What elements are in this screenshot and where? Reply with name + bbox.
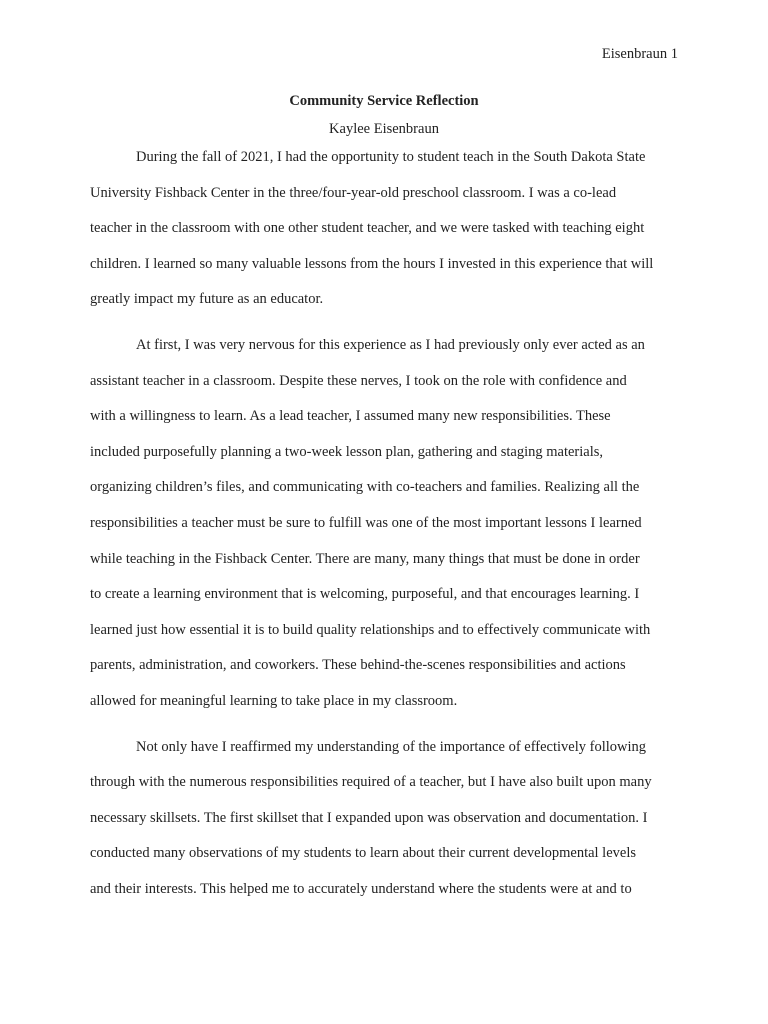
text-line: University Fishback Center in the three/four-year-old preschool classroom. I was a co-lead — [90, 184, 617, 201]
text-line: learned just how essential it is to build quality relationships and to effectively communicate with — [90, 621, 651, 638]
text-line: to create a learning environment that is welcoming, purposeful, and that encourages learning. I — [90, 586, 640, 603]
document-body — [90, 140, 678, 907]
text-line: allowed for meaningful learning to take place in my classroom. — [90, 692, 458, 709]
text-line: through with the numerous responsibilities required of a teacher, but I have also built upon many — [90, 774, 652, 791]
text-line: assistant teacher in a classroom. Despite these nerves, I took on the role with confidence and — [90, 372, 627, 389]
paragraph-spacer — [90, 318, 678, 328]
document-title: Community Service Reflection — [289, 93, 479, 109]
text-line: conducted many observations of my students to learn about their current developmental levels — [90, 845, 637, 862]
paragraph-spacer — [90, 720, 678, 730]
text-line: organizing children’s files, and communicating with co-teachers and families. Realizing all the — [90, 479, 640, 496]
text-line: Not only have I reaffirmed my understanding of the importance of effectively following — [136, 738, 647, 755]
running-header: Eisenbraun 1 — [601, 46, 678, 62]
text-line: greatly impact my future as an educator. — [90, 291, 324, 308]
text-line: with a willingness to learn. As a lead teacher, I assumed many new responsibilities. These — [90, 408, 611, 425]
paragraph-1 — [90, 140, 678, 318]
text-line: During the fall of 2021, I had the opportunity to student teach in the South Dakota State — [136, 149, 646, 165]
text-line: included purposefully planning a two-week lesson plan, gathering and staging materials, — [90, 443, 604, 460]
text-line: parents, administration, and coworkers. These behind-the-scenes responsibilities and actions — [90, 657, 626, 674]
text-line: At first, I was very nervous for this experience as I had previously only ever acted as an — [136, 336, 645, 353]
author-name: Kaylee Eisenbraun — [329, 121, 439, 137]
paragraph-3 — [90, 730, 678, 908]
text-line: children. I learned so many valuable lessons from the hours I invested in this experience that will — [90, 255, 654, 272]
text-line: necessary skillsets. The first skillset that I expanded upon was observation and documentation. I — [90, 809, 648, 826]
text-line: teacher in the classroom with one other student teacher, and we were tasked with teaching eight — [90, 220, 645, 237]
text-line: responsibilities a teacher must be sure to fulfill was one of the most important lessons I learned — [90, 514, 642, 531]
paragraph-2 — [90, 328, 678, 720]
text-line: while teaching in the Fishback Center. There are many, many things that must be done in order — [90, 550, 640, 567]
text-line: and their interests. This helped me to accurately understand where the students were at and to — [90, 880, 632, 897]
